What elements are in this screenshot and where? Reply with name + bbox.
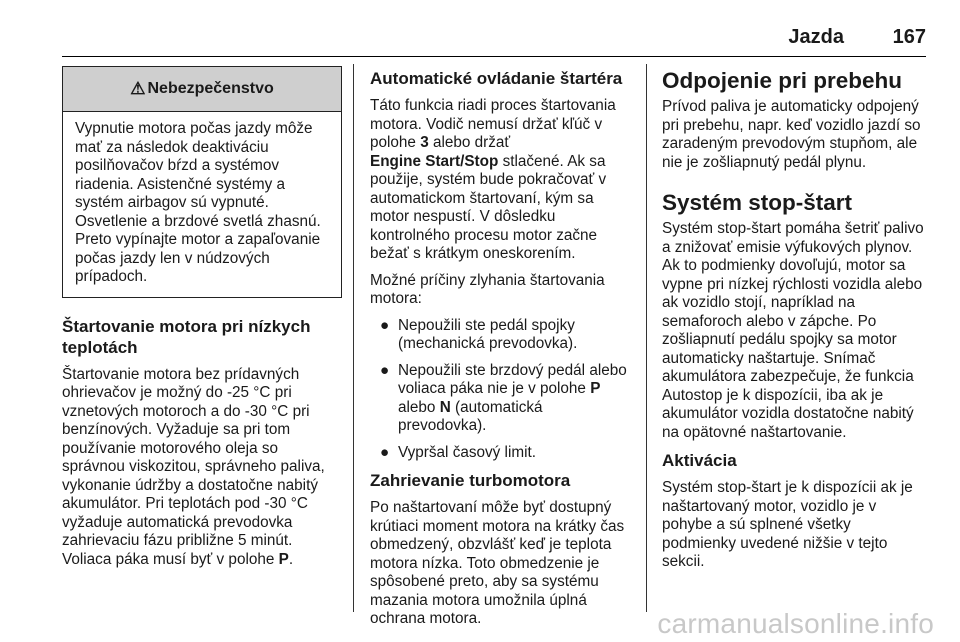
warning-header [63,67,341,112]
disconnect-heading: Odpojenie pri prebehu [662,68,903,93]
warning-title: Nebezpečenstvo [147,79,274,97]
disconnect-text: Prívod paliva je automaticky odpojený pri prebehu, napr. keď vozidlo jazdí so zaradeným prevodovým stupňom, ale nie je zošliapnutý pedál plynu. [662,98,921,171]
list-item: ● Nepoužili ste pedál spojky (mechanická prevodovka). [380,316,578,352]
bullet-icon: ● [380,316,390,334]
warning-box [62,66,342,298]
watermark: carmanualsonline.info [657,608,934,639]
column-divider [646,64,647,612]
cold-start-text: Štartovanie motora bez prídavných ohrievačov je možný do -25 °C pri vznetových motoroch a do -30 °C pri benzínových. Vyžaduje sa pri tom používanie motorového oleja so správnou viskozitou, správneho paliva, vykonanie údržby a dostatočne nabitý akumulátor. Pri teplotách pod -30 °C vyžaduje automatická prevodovka zahrievaciu fázu približne 5 minút. Voliaca páka musí byť v polohe P. [62,365,325,568]
column-right [662,68,928,580]
list-item: ● Vypršal časový limit. [380,443,536,461]
bullet-icon: ● [380,361,390,379]
failure-causes-intro: Možné príčiny zlyhania štartovania motora: [370,271,605,307]
bullet-icon: ● [380,443,390,461]
warning-triangle-icon: ⚠ [130,78,146,98]
warning-text: Vypnutie motora počas jazdy môže mať za následok deaktiváciu posilňovačov bŕzd a systémov riadenia. Asistenčné systémy a systém airbagov sú vypnuté. Osvetlenie a brzdové svetlá zhasnú. Preto vypínajte motor a zapaľovanie počas jazdy len v núdzových prípadoch. [75,120,321,285]
auto-start-heading: Automatické ovládanie štartéra [370,69,623,88]
column-left [62,66,342,577]
page-header [62,26,926,54]
column-divider [353,64,354,612]
activation-text: Systém stop-štart je k dispozícii ak je naštartovaný motor, vozidlo je v pohybe a sú splnené všetky podmienky uvedené nižšie v tejto sekcii. [662,479,913,570]
stop-start-heading: Systém stop-štart [662,190,853,215]
page-number: 167 [892,26,926,48]
turbo-heading: Zahrievanie turbomotora [370,471,571,490]
turbo-text: Po naštartovaní môže byť dostupný krútiaci moment motora na krátky čas obmedzený, obzvlášť keď je teplota motora nízka. Toto obmedzenie je spôsobené preto, aby sa systému mazania motora umožnila úplná ochrana motora. [370,499,625,627]
activation-heading: Aktivácia [662,451,737,470]
cold-start-heading: Štartovanie motora pri nízkych teplotách [62,316,311,357]
auto-start-text: Táto funkcia riadi proces štartovania motora. Vodič nemusí držať kľúč v polohe 3 alebo držať Engine Start/Stop stlačené. Ak sa použije, systém bude pokračovať v automatickom štartovaní, kým sa motor nespustí. V dôsledku kontrolného procesu motor začne bežať s krátkym oneskorením. [370,97,616,262]
failure-causes-list [370,317,632,463]
list-item: ● Nepoužili ste brzdový pedál alebo voliaca páka nie je v polohe P alebo N (automatická prevodovka). [380,361,627,434]
stop-start-text: Systém stop-štart pomáha šetriť palivo a znižovať emisie výfukových plynov. Ak to podmienky dovoľujú, motor sa vypne pri nízkej rýchlosti vozidla alebo ak vozidlo stojí, napríklad na semaforoch alebo v zápche. Po zošliapnutí pedálu spojky sa motor automaticky naštartuje. Snímač akumulátora zabezpečuje, že funkcia Autostop je k dispozícii, iba ak je akumulátor vozidla dostatočne nabitý na opätovné naštartovanie. [662,220,924,441]
column-middle [370,68,632,637]
header-divider [62,56,926,57]
section-title: Jazda [788,26,844,48]
